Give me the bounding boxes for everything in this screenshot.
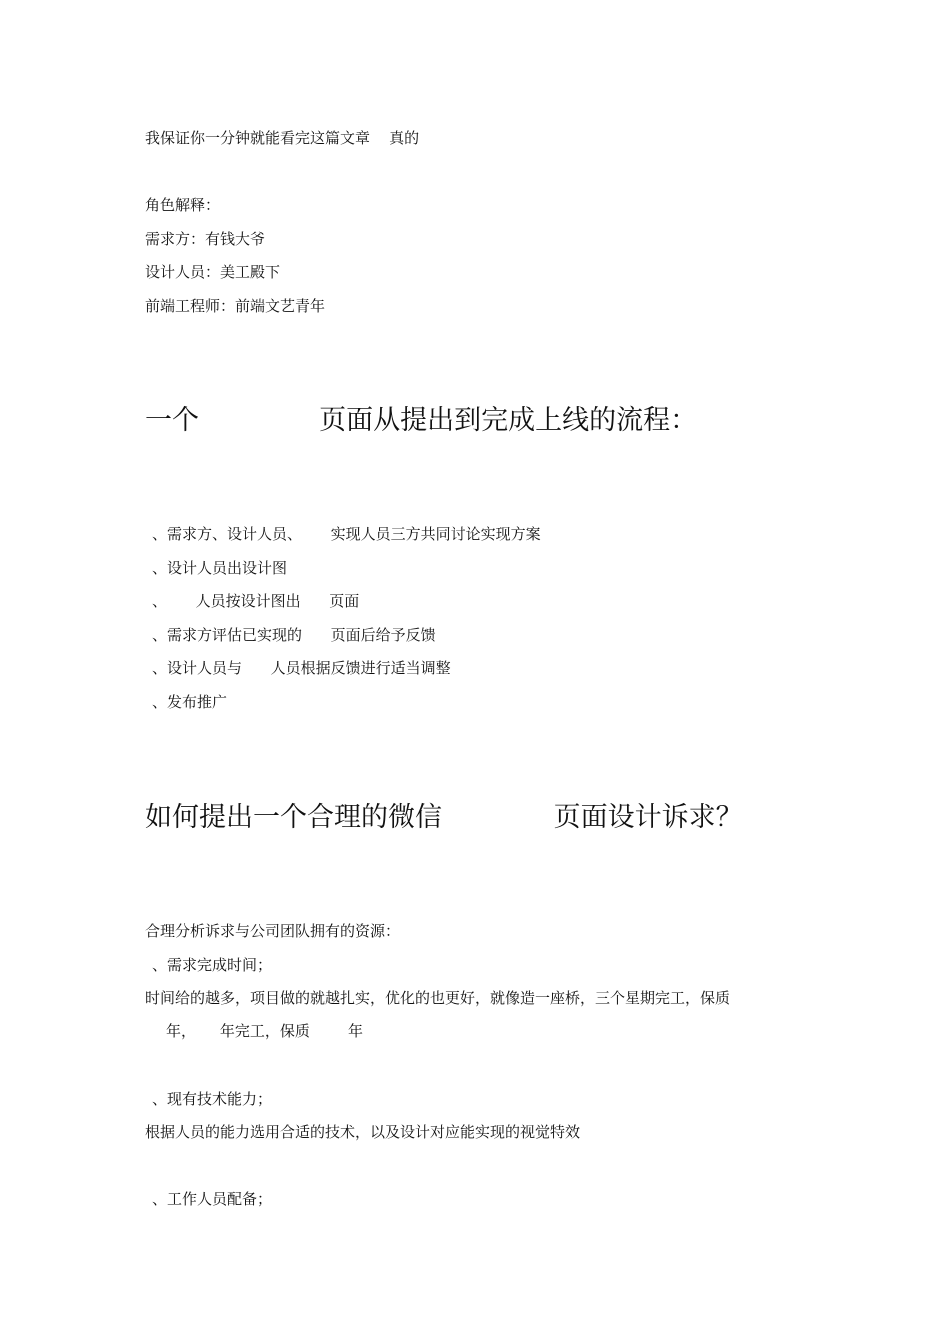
process-step: 、设计人员出设计图 [152, 559, 288, 577]
item-title-time: 、需求完成时间； [152, 956, 273, 974]
section-heading-process: 一个 页面从提出到完成上线的流程： [145, 405, 698, 436]
role-designer: 设计人员：美工殿下 [145, 263, 281, 281]
process-step: 、 人员按设计图出 页面 [152, 592, 360, 610]
item-title-tech: 、现有技术能力； [152, 1090, 273, 1108]
process-step: 、需求方、设计人员、 实现人员三方共同讨论实现方案 [152, 525, 541, 543]
process-step: 、设计人员与 人员根据反馈进行适当调整 [152, 659, 451, 677]
role-client: 需求方：有钱大爷 [145, 230, 266, 248]
resources-intro: 合理分析诉求与公司团队拥有的资源： [145, 922, 401, 940]
process-step: 、发布推广 [152, 693, 228, 711]
item-body-time: 时间给的越多，项目做的就越扎实，优化的也更好，就像造一座桥，三个星期完工，保质 [145, 989, 731, 1007]
tagline: 我保证你一分钟就能看完这篇文章 真的 [145, 129, 420, 147]
roles-title: 角色解释： [145, 196, 221, 214]
item-body-tech: 根据人员的能力选用合适的技术，以及设计对应能实现的视觉特效 [145, 1123, 581, 1141]
role-frontend: 前端工程师：前端文艺青年 [145, 297, 326, 315]
item-body-time-cont: 年， 年完工，保质 年 [166, 1022, 363, 1040]
item-title-staff: 、工作人员配备； [152, 1190, 273, 1208]
section-heading-design-request: 如何提出一个合理的微信 页面设计诉求？ [145, 802, 743, 833]
process-step: 、需求方评估已实现的 页面后给予反馈 [152, 626, 436, 644]
